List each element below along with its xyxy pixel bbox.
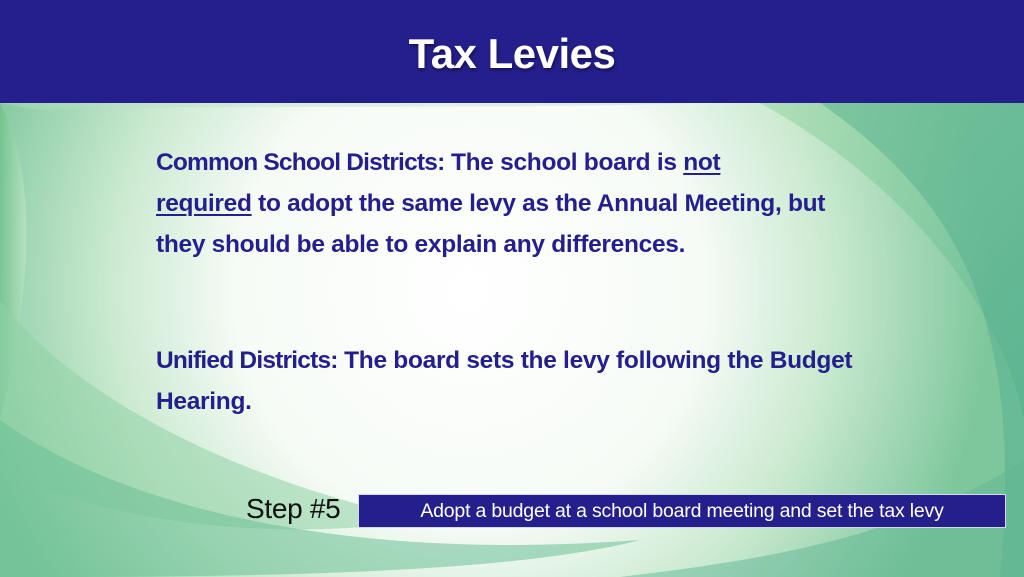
common-districts-heading: Common School Districts:	[156, 149, 445, 176]
step-description-box	[358, 494, 1006, 528]
common-school-districts-paragraph	[156, 142, 876, 265]
title-bar	[0, 0, 1024, 103]
unified-text: The board sets the levy following the Budget Hearing.	[156, 347, 853, 415]
underlined-required: required	[156, 190, 252, 217]
common-text-2: to adopt the same levy as the Annual Meeting, but they should be able to explain any differences.	[156, 190, 826, 258]
step-description: Adopt a budget at a school board meeting and set the tax levy	[420, 499, 944, 522]
unified-districts-paragraph	[156, 340, 876, 422]
unified-districts-heading: Unified Districts:	[156, 347, 338, 374]
underlined-not: not	[683, 149, 721, 176]
step-label: Step #5	[246, 493, 341, 524]
slide-title: Tax Levies	[408, 29, 616, 77]
common-text-1: The school board is	[444, 149, 684, 176]
